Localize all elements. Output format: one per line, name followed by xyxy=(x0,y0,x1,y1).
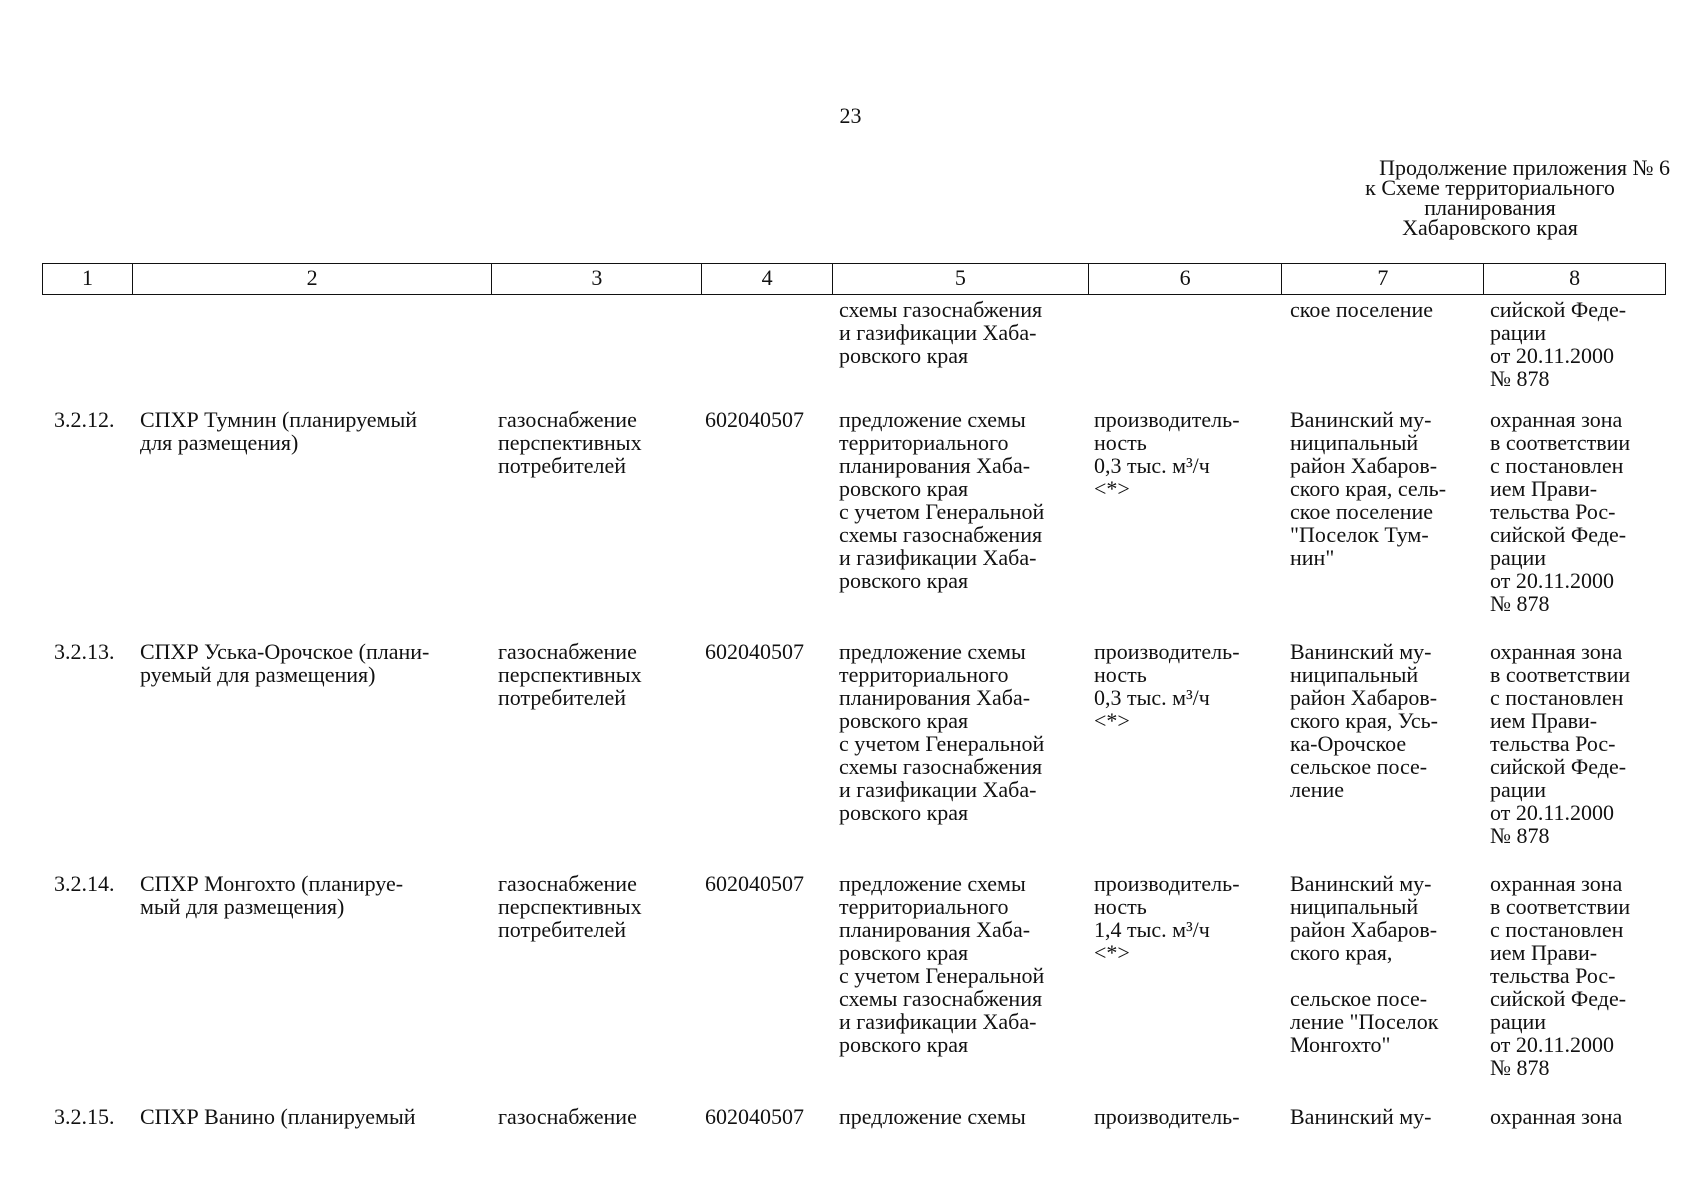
column-number-7: 7 xyxy=(1281,264,1483,294)
object-code: 602040507 xyxy=(705,871,804,896)
column-number-2: 2 xyxy=(132,264,492,294)
table-header-row xyxy=(42,263,1666,295)
annex-line-4: Хабаровского края xyxy=(1402,215,1578,240)
column-number-5: 5 xyxy=(832,264,1088,294)
item-number: 3.2.13. xyxy=(54,639,115,664)
object-location: Ванинский му- ниципальный район Хабаров- ского края, сельское посе- ление "Поселок Монгохто" xyxy=(1290,871,1439,1057)
object-purpose: газоснабжение перспективных потребителей xyxy=(498,407,642,478)
annex-caption xyxy=(1250,155,1670,240)
object-name: СПХР Уська-Орочское (плани- руемый для размещения) xyxy=(140,639,430,687)
annex-line-3: планирования xyxy=(1424,195,1556,220)
object-purpose: газоснабжение перспективных потребителей xyxy=(498,639,642,710)
column-number-4: 4 xyxy=(701,264,832,294)
object-location: Ванинский му- xyxy=(1290,1104,1432,1129)
object-location: Ванинский му- ниципальный район Хабаров- ского края, сель- ское поселение "Поселок Тум- нин" xyxy=(1290,407,1447,570)
placement-basis: предложение схемы xyxy=(839,1104,1026,1129)
column-number-8: 8 xyxy=(1483,264,1665,294)
object-name: СПХР Монгохто (планируе- мый для размещения) xyxy=(140,871,404,919)
object-capacity: производитель- ность 1,4 тыс. м³/ч <*> xyxy=(1094,871,1240,965)
object-code: 602040507 xyxy=(705,407,804,432)
placement-basis: предложение схемы территориального планирования Хаба- ровского края с учетом Генеральной схемы газоснабжения и газификации Хаба- ровского края xyxy=(839,871,1045,1057)
continuation-zone-cell: сийской Феде- рации от 20.11.2000 № 878 xyxy=(1490,297,1627,391)
object-purpose: газоснабжение xyxy=(498,1104,637,1129)
protection-zone: охранная зона в соответствии с постановлен ием Прави- тельства Рос- сийской Феде- рации от 20.11.2000 № 878 xyxy=(1490,407,1631,616)
annex-line-1: Продолжение приложения № 6 xyxy=(1379,155,1670,180)
protection-zone: охранная зона в соответствии с постановлен ием Прави- тельства Рос- сийской Феде- рации от 20.11.2000 № 878 xyxy=(1490,639,1631,848)
item-number: 3.2.14. xyxy=(54,871,115,896)
annex-line-2: к Схеме территориального xyxy=(1365,175,1615,200)
placement-basis: предложение схемы территориального планирования Хаба- ровского края с учетом Генеральной схемы газоснабжения и газификации Хаба- ровского края xyxy=(839,407,1045,593)
protection-zone: охранная зона в соответствии с постановлен ием Прави- тельства Рос- сийской Феде- рации от 20.11.2000 № 878 xyxy=(1490,871,1631,1080)
object-purpose: газоснабжение перспективных потребителей xyxy=(498,871,642,942)
item-number: 3.2.15. xyxy=(54,1104,115,1129)
page-number: 23 xyxy=(839,103,862,128)
object-capacity: производитель- ность 0,3 тыс. м³/ч <*> xyxy=(1094,639,1240,733)
item-number: 3.2.12. xyxy=(54,407,115,432)
object-name: СПХР Ванино (планируемый xyxy=(140,1104,416,1129)
protection-zone: охранная зона xyxy=(1490,1104,1623,1129)
placement-basis: предложение схемы территориального планирования Хаба- ровского края с учетом Генеральной схемы газоснабжения и газификации Хаба- ровского края xyxy=(839,639,1045,825)
column-number-3: 3 xyxy=(491,264,701,294)
continuation-location-cell: ское поселение xyxy=(1290,297,1434,322)
object-name: СПХР Тумнин (планируемый для размещения) xyxy=(140,407,418,455)
object-capacity: производитель- xyxy=(1094,1104,1240,1129)
object-capacity: производитель- ность 0,3 тыс. м³/ч <*> xyxy=(1094,407,1240,501)
continuation-basis-cell: схемы газоснабжения и газификации Хаба- ровского края xyxy=(839,297,1043,368)
object-code: 602040507 xyxy=(705,1104,804,1129)
object-code: 602040507 xyxy=(705,639,804,664)
column-number-6: 6 xyxy=(1088,264,1282,294)
object-location: Ванинский му- ниципальный район Хабаров- ского края, Усь- ка-Орочское сельское посе- ление xyxy=(1290,639,1438,802)
column-number-1: 1 xyxy=(81,265,93,290)
